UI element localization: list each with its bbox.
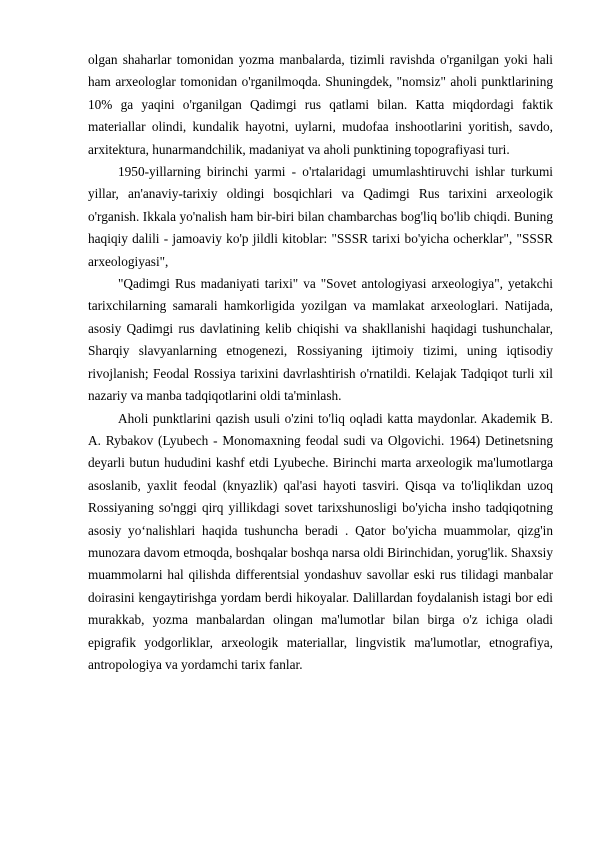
paragraph-3: "Qadimgi Rus madaniyati tarixi" va "Sovet antologiyasi arxeologiya", yetakchi tarixchilarning samarali hamkorligida yozilgan va mamlakat arxeologlari. Natijada, asosiy Qadimgi rus davlatining kelib chiqishi va shakllanishi haqidagi tushunchalar, Sharqiy slavyanlarning etnogenezi, Rossiyaning ijtimoiy tizimi, uning iqtisodiy rivojlanish; Feodal Rossiya tarixini davrlashtirish o'rnatildi. Kelajak Tadqiqot turli xil nazariy va manba tadqiqotlarini oldi ta'minlash. [88, 276, 553, 404]
document-page [88, 49, 553, 676]
paragraph-2: 1950-yillarning birinchi yarmi - o'rtalaridagi umumlashtiruvchi ishlar turkumi yillar, an'anaviy-tarixiy oldingi bosqichlari va Qadimgi Rus tarixini arxeologik o'rganish. Ikkala yo'nalish ham bir-biri bilan chambarchas bog'liq bo'lib chiqdi. Buning haqiqiy dalili - jamoaviy ko'p jildli kitoblar: "SSSR tarixi bo'yicha ocherklar", "SSSR arxeologiyasi", [88, 164, 553, 269]
paragraph-4: Aholi punktlarini qazish usuli o'zini to'liq oqladi katta maydonlar. Akademik B. A. Rybakov (Lyubech - Monomaxning feodal sudi va Olgovichi. 1964) Detinetsning deyarli butun hududini kashf etdi Lyubeche. Birinchi marta arxeologik ma'lumotlarga asoslanib, yaxlit feodal (knyazlik) qal'asi hayoti tasviri. Qisqa va to'liqlikdan uzoq Rossiyaning so'nggi qirq yillikdagi sovet tarixshunosligi bo'yicha insho tadqiqotning asosiy yo‘nalishlari haqida tushuncha beradi . Qator bo'yicha muammolar, qizg'in munozara davom etmoqda, boshqalar boshqa narsa oldi Birinchidan, yorug'lik. Shaxsiy muammolarni hal qilishda differentsial yondashuv savollar eski rus tilidagi manbalar doirasini kengaytirishga yordam berdi hikoyalar. Dalillardan foydalanish istagi bor edi murakkab, yozma manbalardan olingan ma'lumotlar bilan birga o'z ichiga oladi epigrafik yodgorliklar, arxeologik materiallar, lingvistik ma'lumotlar, etnografiya, antropologiya va yordamchi tarix fanlar. [88, 410, 553, 672]
paragraph-1: olgan shaharlar tomonidan yozma manbalarda, tizimli ravishda o'rganilgan yoki hali ham arxeologlar tomonidan o'rganilmoqda. Shuningdek, "nomsiz" aholi punktlarining 10% ga yaqini o'rganilgan Qadimgi rus qatlami bilan. Katta miqdordagi faktik materiallar olindi, kundalik hayotni, uylarni, mudofaa inshootlarini yoritish, savdo, arxitektura, hunarmandchilik, madaniyat va aholi punktining topografiyasi turi. [88, 52, 553, 157]
